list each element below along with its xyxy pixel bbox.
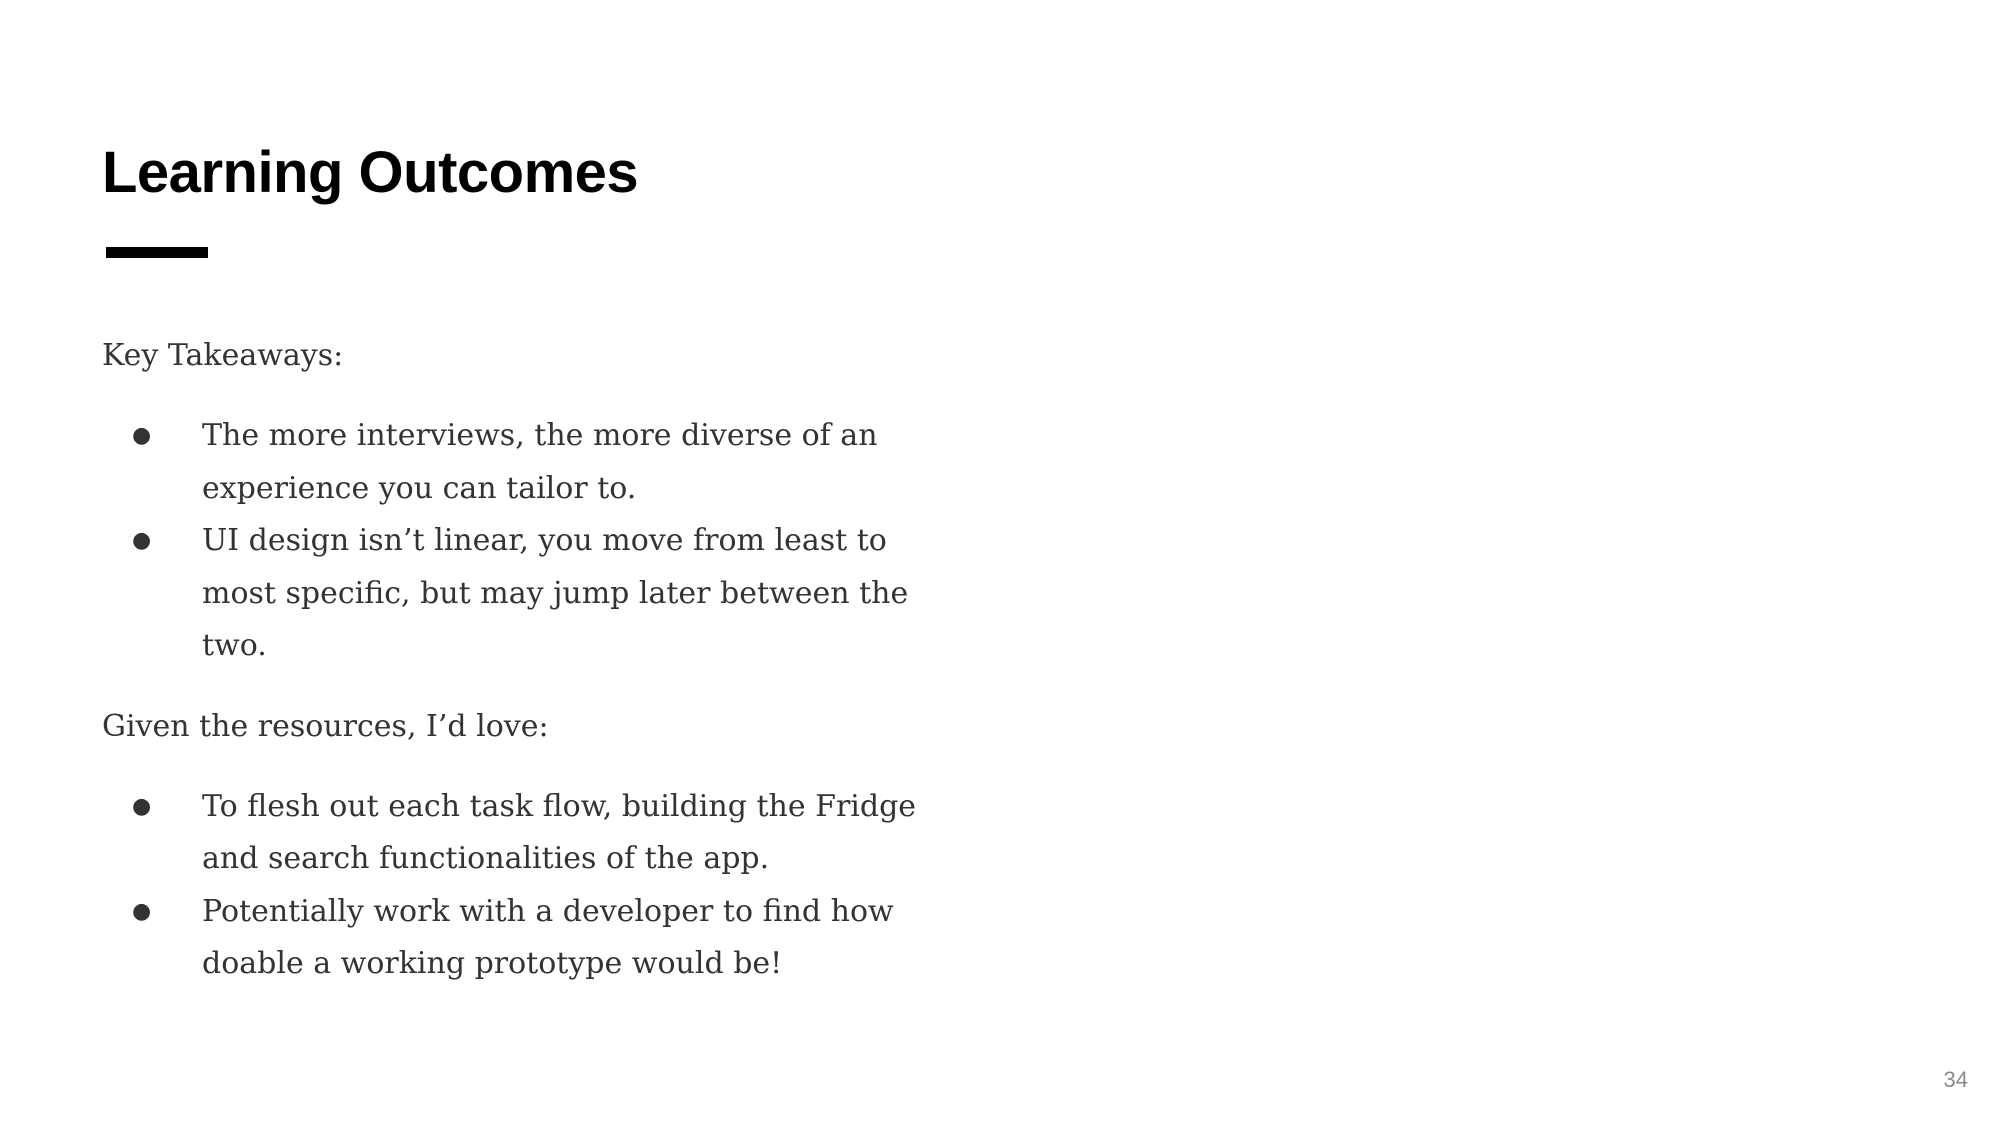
bullet-icon: ● xyxy=(132,793,152,819)
bullet-text: UI design isn’t linear, you move from least to most specific, but may jump later between the two. xyxy=(202,523,909,663)
bullet-icon: ● xyxy=(132,528,152,553)
list-item xyxy=(102,515,922,673)
title-underline-bar xyxy=(106,247,208,258)
list-item xyxy=(102,781,922,886)
page-number: 34 xyxy=(1943,1067,1968,1092)
section-heading-key-takeaways: Key Takeaways: xyxy=(102,338,344,373)
bullet-text: To flesh out each task flow, building the Fridge and search functionalities of the app. xyxy=(202,788,917,876)
bullet-text: The more interviews, the more diverse of an experience you can tailor to. xyxy=(202,418,878,506)
bullet-text: Potentially work with a developer to find how doable a working prototype would be! xyxy=(202,893,894,981)
bullet-icon: ● xyxy=(132,423,152,448)
bullet-icon: ● xyxy=(132,898,152,924)
slide-title: Learning Outcomes xyxy=(102,140,639,205)
future-work-list xyxy=(102,781,922,991)
list-item xyxy=(102,886,922,991)
list-item xyxy=(102,410,922,515)
key-takeaways-list xyxy=(102,410,922,673)
slide-body xyxy=(102,330,922,1019)
section-heading-given-resources: Given the resources, I’d love: xyxy=(102,708,549,744)
